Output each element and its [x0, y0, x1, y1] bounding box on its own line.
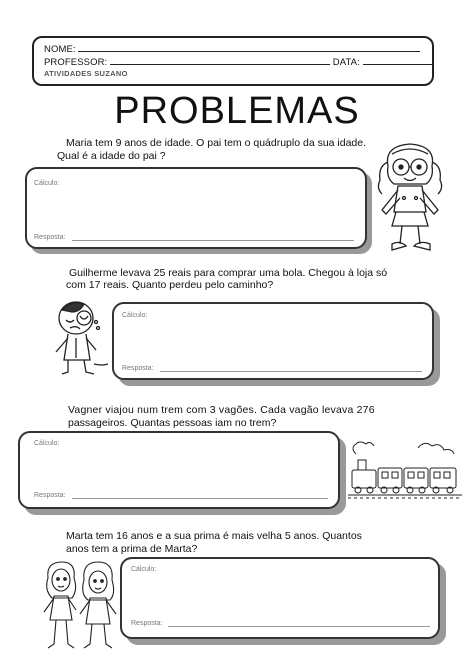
date-line: [363, 55, 433, 65]
problem-1-line-1: Maria tem 9 anos de idade. O pai tem o quádruplo da sua idade.: [66, 137, 367, 149]
date-label: DATA:: [332, 57, 360, 68]
page-title: PROBLEMAS: [114, 90, 360, 132]
calc-label-4: Cálculo:: [131, 566, 157, 573]
problem-2-line-2: com 17 reais. Quanto perdeu pelo caminho?: [66, 279, 274, 291]
two-girls-illustration: [40, 560, 120, 652]
problem-3-line-1: Vagner viajou num trem com 3 vagões. Cada vagão levava 276: [68, 404, 375, 416]
answer-label-2: Resposta:: [122, 365, 154, 372]
answer-line-2[interactable]: [160, 364, 422, 372]
name-field[interactable]: [44, 42, 420, 55]
name-label: NOME:: [44, 44, 76, 55]
answer-label-1: Resposta:: [34, 234, 66, 241]
girl-with-glasses-illustration: [374, 140, 446, 258]
train-illustration: [348, 440, 464, 502]
problem-1-line-2: Qual é a idade do pai ?: [57, 150, 166, 162]
calc-label-2: Cálculo:: [122, 312, 148, 319]
problem-2-line-1: Guilherme levava 25 reais para comprar uma bola. Chegou à loja só: [69, 267, 388, 279]
crying-boy-illustration: [50, 298, 112, 378]
answer-line-1[interactable]: [72, 233, 354, 241]
professor-line: [110, 55, 330, 65]
answer-line-3[interactable]: [72, 491, 328, 499]
header-subtitle: ATIVIDADES SUZANO: [44, 69, 128, 78]
answer-label-4: Resposta:: [131, 620, 163, 627]
problem-4-line-1: Marta tem 16 anos e a sua prima é mais velha 5 anos. Quantos: [66, 530, 362, 542]
calc-label-3: Cálculo:: [34, 440, 60, 447]
professor-label: PROFESSOR:: [44, 57, 108, 68]
answer-label-3: Resposta:: [34, 492, 66, 499]
problem-3-line-2: passageiros. Quantas pessoas iam no trem?: [68, 417, 277, 429]
answer-line-4[interactable]: [168, 619, 430, 627]
calc-label-1: Cálculo:: [34, 180, 60, 187]
name-line: [78, 42, 420, 52]
problem-4-line-2: anos tem a prima de Marta?: [66, 543, 198, 555]
professor-field[interactable]: [44, 55, 433, 68]
